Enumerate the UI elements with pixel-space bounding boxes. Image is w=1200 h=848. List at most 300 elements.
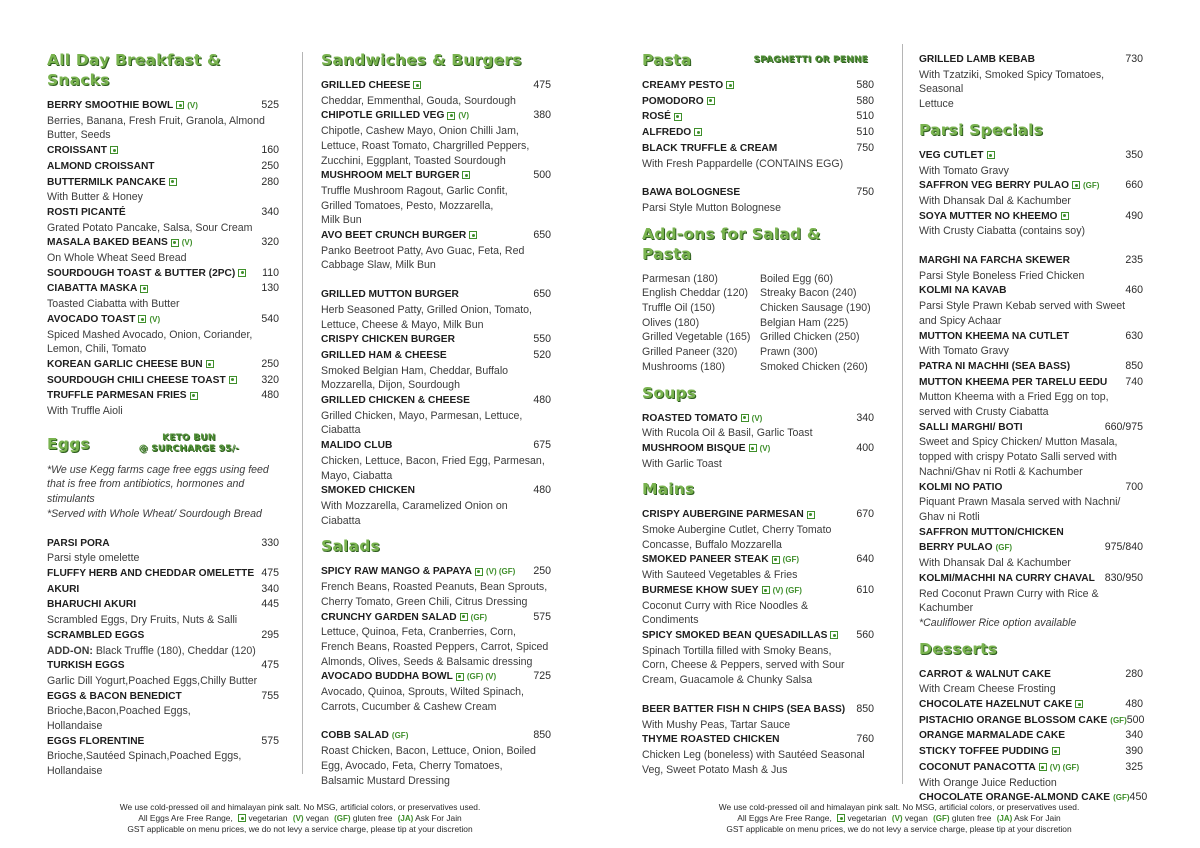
- menu-item-name-wrap: [919, 744, 1060, 760]
- menu-item: [47, 235, 279, 251]
- addon-item: Boiled Egg (60): [760, 272, 834, 285]
- menu-item: [321, 728, 551, 744]
- veg-icon: [238, 269, 246, 277]
- menu-item: [321, 228, 551, 244]
- footer-line-1: We use cold-pressed oil and himalayan pink salt. No MSG, artificial colors, or preservatives used.: [718, 802, 1080, 812]
- menu-item-description: Condiments: [642, 614, 699, 627]
- menu-item-price: 850: [1125, 359, 1143, 372]
- menu-item-price: 660/975: [1104, 420, 1143, 433]
- footer-veg-text: vegetarian: [248, 812, 288, 823]
- menu-item-name-wrap: [47, 566, 254, 582]
- menu-item: [47, 658, 279, 674]
- menu-item-name: SMOKED PANEER STEAK: [642, 554, 769, 566]
- menu-item-description: With Crusty Ciabatta (contains soy): [919, 225, 1086, 238]
- menu-item: [919, 667, 1143, 683]
- menu-item-description: Spinach Tortilla filled with Smoky Beans,: [642, 644, 832, 657]
- menu-item-name-wrap: [47, 536, 110, 552]
- menu-item-price: 510: [856, 126, 874, 139]
- menu-item-description: Cherry Tomato, Green Chili, Citrus Dressing: [321, 595, 528, 608]
- menu-item-description: Toasted Ciabatta with Butter: [47, 298, 180, 311]
- spacer: [919, 239, 1143, 253]
- menu-item-description: Lettuce, Quinoa, Feta, Cranberries, Corn,: [321, 626, 516, 639]
- menu-item-name: BERRY PULAO: [919, 542, 993, 554]
- menu-item-name: MARGHI NA FARCHA SKEWER: [919, 255, 1070, 267]
- footer-line-3: GST applicable on menu prices, we do not levy a service charge, please tip at your discretion: [127, 824, 473, 834]
- menu-item-name: PATRA NI MACHHI (SEA BASS): [919, 360, 1071, 372]
- menu-item-name-wrap: [47, 281, 148, 297]
- menu-item-name: AVO BEET CRUNCH BURGER: [321, 230, 467, 242]
- keto-note: [139, 433, 239, 455]
- menu-item-description: Piquant Prawn Masala served with Nachni/: [919, 496, 1121, 509]
- section-header-sandwiches: [321, 50, 551, 70]
- footer-v-tag: (V): [891, 813, 903, 823]
- menu-item-name: MUTTON KHEEMA PER TARELU EEDU: [919, 376, 1108, 388]
- menu-item-price: 540: [261, 312, 279, 325]
- menu-item-name-wrap: [321, 393, 470, 409]
- menu-item-description: With Mushy Peas, Tartar Sauce: [642, 718, 791, 731]
- menu-item-description: Chicken Leg (boneless) with Sautéed Seasonal: [642, 748, 865, 761]
- menu-item-name: TRUFFLE PARMESAN FRIES: [47, 390, 187, 402]
- menu-item: [919, 525, 1143, 541]
- menu-item-name: POMODORO: [642, 95, 704, 107]
- menu-item: [321, 108, 551, 124]
- menu-item: [642, 141, 874, 157]
- menu-item: [919, 52, 1143, 68]
- spacer: [47, 522, 279, 536]
- menu-item: [642, 94, 874, 110]
- menu-item-description: With Sauteed Vegetables & Fries: [642, 569, 798, 582]
- veg-icon: [138, 315, 146, 323]
- diet-tag: (V): [759, 443, 771, 453]
- menu-item-name: BEER BATTER FISH N CHIPS (SEA BASS): [642, 703, 846, 715]
- menu-item-name-wrap: [642, 94, 715, 110]
- column-3: [642, 50, 874, 777]
- menu-item-name: CHOCOLATE ORANGE-ALMOND CAKE: [919, 792, 1111, 804]
- column-1: [47, 50, 279, 779]
- addon-item: Truffle Oil (150): [642, 302, 716, 315]
- veg-icon: [462, 171, 470, 179]
- menu-item-name-wrap: [47, 143, 118, 159]
- footer-eggs-text: All Eggs Are Free Range,: [138, 812, 233, 823]
- menu-item: [47, 312, 279, 328]
- menu-item-price: 340: [261, 205, 279, 218]
- menu-item-name: MUSHROOM BISQUE: [642, 442, 746, 454]
- menu-item-description: Parsi Style Mutton Bolognese: [642, 201, 781, 214]
- section-header-desserts: [919, 639, 1143, 659]
- menu-item-description: Concasse, Buffalo Mozzarella: [642, 538, 782, 551]
- menu-item-price: 575: [261, 734, 279, 747]
- menu-item: [321, 483, 551, 499]
- menu-item-price: 480: [533, 394, 551, 407]
- menu-item-price: 500: [1126, 713, 1145, 726]
- menu-item-name: SPICY RAW MANGO & PAPAYA: [321, 566, 472, 578]
- menu-item-name-wrap: [919, 209, 1069, 225]
- menu-item-description: Mayo, Ciabatta: [321, 469, 393, 482]
- menu-item-description: Ghav ni Rotli: [919, 510, 980, 523]
- egg-note: *Served with Whole Wheat/ Sourdough Bread: [47, 507, 262, 520]
- section-title: Soups: [642, 383, 697, 402]
- menu-item-name-wrap: [919, 420, 1023, 436]
- menu-item-description: With Tzatziki, Smoked Spicy Tomatoes, Seasonal: [919, 68, 1105, 96]
- diet-tag: (V): [187, 101, 198, 110]
- menu-item-description: Milk Bun: [321, 214, 362, 227]
- menu-item-price: 610: [856, 583, 874, 596]
- menu-item-name-wrap: [47, 312, 160, 328]
- menu-item-description: Smoked Belgian Ham, Cheddar, Buffalo: [321, 364, 509, 377]
- egg-note: stimulants: [47, 493, 95, 506]
- section-title: Mains: [642, 480, 695, 499]
- footer-gf-text: gluten free: [951, 812, 992, 823]
- footer-line-2: [704, 813, 1094, 825]
- menu-item-description: With Tomato Gravy: [919, 164, 1009, 177]
- diet-tag: (V) (GF): [1049, 762, 1080, 772]
- menu-item-price: 325: [1125, 760, 1143, 773]
- menu-item-name-wrap: [919, 283, 1007, 299]
- menu-item-name-wrap: [642, 583, 802, 599]
- menu-item-name: KOLMI/MACHHI NA CURRY CHAVAL: [919, 572, 1095, 584]
- addon-item: Grilled Paneer (320): [642, 346, 738, 359]
- menu-item-description: Grated Potato Pancake, Salsa, Sour Cream: [47, 221, 253, 234]
- menu-item-description: Hollandaise: [47, 765, 103, 778]
- menu-item-name: GRILLED CHICKEN & CHEESE: [321, 395, 470, 407]
- addon-item: Mushrooms (180): [642, 360, 726, 373]
- menu-item-name-wrap: [321, 669, 496, 685]
- diet-tag: (GF): [1113, 793, 1130, 803]
- veg-icon: [707, 97, 715, 105]
- addon-text: Black Truffle (180), Cheddar (120): [92, 644, 256, 657]
- veg-icon: [830, 631, 838, 639]
- menu-item-description: Panko Beetroot Patty, Avo Guac, Feta, Red: [321, 244, 525, 257]
- menu-item-name-wrap: [321, 483, 415, 499]
- menu-item-price: 450: [1129, 791, 1148, 804]
- menu-item-name: TURKISH EGGS: [47, 660, 125, 672]
- menu-item: [321, 168, 551, 184]
- menu-item-name: SMOKED CHICKEN: [321, 485, 415, 497]
- menu-item-name: CARROT & WALNUT CAKE: [919, 668, 1051, 680]
- menu-item-description: topped with crispy Potato Salli served with: [919, 451, 1117, 464]
- spacer: [642, 375, 874, 383]
- menu-item-name-wrap: [642, 628, 838, 644]
- menu-item-name: CRISPY AUBERGINE PARMESAN: [642, 509, 804, 521]
- menu-item-name: ROSÉ: [642, 111, 671, 123]
- menu-item-description: Cabbage Slaw, Milk Bun: [321, 259, 436, 272]
- menu-item-name: ORANGE MARMALADE CAKE: [919, 730, 1066, 742]
- menu-item-name: FLUFFY HERB AND CHEDDAR OMELETTE: [47, 567, 255, 579]
- menu-item-description: With Cream Cheese Frosting: [919, 683, 1056, 696]
- menu-item: [47, 357, 279, 373]
- menu-item-name: CRUNCHY GARDEN SALAD: [321, 611, 457, 623]
- menu-item-name: ALFREDO: [642, 127, 692, 139]
- menu-item-price: 490: [1125, 209, 1143, 222]
- menu-item: [47, 628, 279, 644]
- menu-item-name: BHARUCHI AKURI: [47, 599, 137, 611]
- menu-item-name-wrap: [47, 205, 126, 221]
- footer-line-2: [105, 813, 495, 825]
- veg-icon: [475, 568, 483, 576]
- menu-item-description: Spiced Mashed Avocado, Onion, Coriander,: [47, 328, 253, 341]
- menu-item-price: 475: [533, 79, 551, 91]
- keto-line: KETO BUN: [162, 432, 216, 443]
- menu-item: [919, 178, 1143, 194]
- menu-item-description: Hollandaise: [47, 720, 103, 733]
- menu-item-price: 580: [856, 94, 874, 107]
- footer-gf-tag: (GF): [933, 813, 950, 823]
- menu-item-price: 560: [856, 628, 874, 641]
- menu-item-name-wrap: [47, 628, 144, 644]
- menu-item-name-wrap: [642, 78, 734, 94]
- menu-item-name: BURMESE KHOW SUEY: [642, 584, 759, 596]
- menu-item: [642, 78, 874, 94]
- menu-item-name: MUTTON KHEEMA NA CUTLET: [919, 330, 1070, 342]
- menu-item-price: 350: [1125, 148, 1143, 161]
- spacer: [919, 112, 1143, 120]
- menu-item-price: 755: [261, 689, 279, 702]
- footer-vegan-text: vegan: [305, 812, 329, 823]
- spacer: [321, 70, 551, 78]
- menu-item-name-wrap: [321, 348, 447, 364]
- menu-item-price: 670: [856, 508, 874, 521]
- menu-item-price: 160: [261, 144, 279, 157]
- veg-icon: [140, 285, 148, 293]
- menu-item-name-wrap: [321, 332, 455, 348]
- section-title: Parsi Specials: [919, 120, 1044, 139]
- menu-item-description: Chipotle, Cashew Mayo, Onion Chilli Jam,: [321, 125, 519, 138]
- menu-item-price: 400: [856, 441, 874, 454]
- menu-item-price: 320: [261, 373, 279, 386]
- section-title: Sandwiches & Burgers: [321, 51, 522, 69]
- menu-item-description: Roast Chicken, Bacon, Lettuce, Onion, Boiled: [321, 745, 536, 758]
- menu-item-name: AVOCADO BUDDHA BOWL: [321, 671, 453, 683]
- menu-item-price: 130: [261, 282, 279, 295]
- menu-item-description: Red Coconut Prawn Curry with Rice &: [919, 587, 1099, 600]
- menu-item: [919, 253, 1143, 269]
- menu-item: [47, 98, 279, 114]
- menu-item-description: With Orange Juice Reduction: [919, 776, 1057, 789]
- spacer: [642, 499, 874, 507]
- section-header-addons: [642, 224, 874, 264]
- menu-item-name-wrap: [47, 235, 192, 251]
- menu-item-name: THYME ROASTED CHICKEN: [642, 734, 780, 746]
- spacer: [919, 140, 1143, 148]
- menu-item-name-wrap: [47, 388, 198, 404]
- menu-item-price: 295: [261, 628, 279, 641]
- menu-item-name-wrap: [919, 253, 1070, 269]
- menu-item-price: 445: [261, 598, 279, 611]
- footer-ja-tag: (JA): [996, 813, 1013, 823]
- menu-item-name: ROASTED TOMATO: [642, 412, 738, 424]
- veg-icon: [413, 81, 421, 89]
- menu-item-name: GRILLED HAM & CHEESE: [321, 349, 447, 361]
- menu-item-price: 480: [533, 484, 551, 497]
- diet-tag: (GF): [391, 731, 409, 741]
- menu-item-description: French Beans, Roasted Peppers, Carrot, Spiced: [321, 640, 549, 653]
- menu-item-description: With Dhansak Dal & Kachumber: [919, 194, 1071, 207]
- menu-item-name-wrap: [919, 329, 1069, 345]
- veg-icon: [447, 112, 455, 120]
- veg-icon: [1075, 700, 1083, 708]
- menu-item-name: CREAMY PESTO: [642, 80, 724, 91]
- addon-label: ADD-ON:: [47, 644, 93, 657]
- menu-item-description: With Mozzarella, Caramelized Onion on: [321, 499, 508, 512]
- menu-item: [321, 438, 551, 454]
- menu-item-name: KOLMI NA KAVAB: [919, 285, 1007, 297]
- footer-veg-text: vegetarian: [847, 812, 887, 823]
- menu-item-name-wrap: [642, 441, 770, 457]
- menu-item-description: Lettuce: [919, 98, 954, 111]
- menu-item-name: ALMOND CROISSANT: [47, 160, 155, 172]
- menu-item-name-wrap: [321, 438, 392, 454]
- menu-item: [642, 507, 874, 523]
- menu-item-name: PISTACHIO ORANGE BLOSSOM CAKE: [919, 714, 1108, 726]
- menu-item-name-wrap: [47, 159, 155, 175]
- menu-item-description: Herb Seasoned Patty, Grilled Onion, Tomato,: [321, 303, 533, 316]
- menu-item-name: SOURDOUGH TOAST & BUTTER (2PC): [47, 267, 236, 279]
- menu-item-price: 630: [1125, 329, 1143, 342]
- menu-item-name-wrap: [47, 175, 177, 191]
- menu-item-name: CROISSANT: [47, 145, 107, 157]
- menu-item-name-wrap: [642, 702, 845, 718]
- menu-item: [47, 582, 279, 598]
- menu-item-price: 475: [261, 659, 279, 672]
- menu-item-name: KOREAN GARLIC CHEESE BUN: [47, 358, 203, 370]
- menu-item-description: Balsamic Mustard Dressing: [321, 774, 450, 787]
- menu-item-description: Corn, Cheese & Peppers, served with Sour: [642, 659, 845, 672]
- menu-item-description: Carrots, Cucumber & Cashew Cream: [321, 700, 497, 713]
- footer-line-3: GST applicable on menu prices, we do not levy a service charge, please tip at your discretion: [726, 824, 1072, 834]
- section-header-eggs: [47, 433, 279, 455]
- menu-item: [642, 441, 874, 457]
- diet-tag: (V): [751, 413, 763, 423]
- menu-item-price: 750: [856, 186, 874, 199]
- menu-item: [47, 734, 279, 750]
- menu-item-price: 380: [533, 109, 551, 122]
- menu-item-description: Parsi Style Prawn Kebab served with Sweet: [919, 300, 1126, 313]
- menu-item-name-wrap: [321, 564, 515, 580]
- spacer: [642, 471, 874, 479]
- menu-item-description: Garlic Dill Yogurt,Poached Eggs,Chilly Butter: [47, 674, 258, 687]
- menu-item-price: 250: [261, 357, 279, 370]
- section-header-salads: [321, 536, 551, 556]
- menu-item-name: CHIPOTLE GRILLED VEG: [321, 110, 445, 122]
- menu-item: [919, 744, 1143, 760]
- cauliflower-note: *Cauliflower Rice option available: [919, 616, 1077, 629]
- veg-icon: [110, 146, 118, 154]
- menu-item-description: With Garlic Toast: [642, 457, 722, 470]
- menu-item-name: EGGS & BACON BENEDICT: [47, 690, 182, 702]
- menu-item-description: Ciabatta: [321, 514, 361, 527]
- menu-item-description: Chicken, Lettuce, Bacon, Fried Egg, Parmesan,: [321, 454, 545, 467]
- menu-item-name-wrap: [47, 689, 182, 705]
- addon-item: Belgian Ham (225): [760, 316, 849, 329]
- menu-item-name-wrap: [919, 148, 995, 164]
- veg-icon: [762, 586, 770, 594]
- spacer: [321, 273, 551, 287]
- diet-tag: (V): [181, 238, 193, 248]
- menu-item-description: Sweet and Spicy Chicken/ Mutton Masala,: [919, 436, 1118, 449]
- spacer: [47, 90, 279, 98]
- menu-item-name-wrap: [919, 571, 1095, 587]
- footer-eggs-text: All Eggs Are Free Range,: [737, 812, 832, 823]
- veg-icon: [176, 101, 184, 109]
- menu-item-name-wrap: [642, 411, 762, 427]
- veg-icon: [469, 231, 477, 239]
- addon-line: [47, 644, 279, 659]
- menu-item-name: GRILLED CHEESE: [321, 80, 411, 91]
- footer-gf-tag: (GF): [334, 813, 351, 823]
- menu-item: [47, 205, 279, 221]
- addon-item: Streaky Bacon (240): [760, 287, 857, 300]
- keto-line: @ SURCHARGE 95/-: [138, 443, 239, 454]
- menu-item-description: On Whole Wheat Seed Bread: [47, 252, 187, 265]
- menu-item-price: 580: [856, 79, 874, 91]
- menu-item: [321, 564, 551, 580]
- menu-item-name: CRISPY CHICKEN BURGER: [321, 334, 455, 346]
- menu-item-description: Zucchini, Eggplant, Toasted Sourdough: [321, 154, 506, 167]
- menu-item-price: 675: [533, 439, 551, 452]
- menu-item: [919, 209, 1143, 225]
- footer-gf-text: gluten free: [352, 812, 393, 823]
- diet-tag: (GF) (V): [466, 672, 497, 682]
- menu-item-name: SCRAMBLED EGGS: [47, 629, 145, 641]
- spacer: [642, 171, 874, 185]
- menu-item-description: Avocado, Quinoa, Sprouts, Wilted Spinach,: [321, 686, 524, 699]
- spacer: [919, 631, 1143, 639]
- menu-item: [642, 185, 874, 201]
- menu-item-price: 850: [533, 729, 551, 742]
- menu-item-name-wrap: [47, 357, 214, 373]
- menu-item-name-wrap: [321, 610, 487, 626]
- menu-item-description: With Butter & Honey: [47, 191, 143, 204]
- menu-item-description: Brioche,Sautéed Spinach,Poached Eggs,: [47, 750, 242, 763]
- veg-icon: [807, 511, 815, 519]
- addon-item: Prawn (300): [760, 346, 818, 359]
- diet-tag: (GF): [1083, 181, 1100, 191]
- menu-item-price: 525: [261, 99, 279, 111]
- menu-item-description: Grilled Chicken, Mayo, Parmesan, Lettuce,: [321, 409, 523, 422]
- menu-item: [47, 159, 279, 175]
- footer-jain-text: Ask For Jain: [1014, 812, 1061, 823]
- egg-note: that is free from antibiotics, hormones and: [47, 478, 245, 491]
- menu-item-name: SAFFRON VEG BERRY PULAO: [919, 180, 1069, 192]
- menu-item: [642, 732, 874, 748]
- menu-item-name: GRILLED MUTTON BURGER: [321, 289, 459, 301]
- veg-icon: [190, 392, 198, 400]
- menu-item: [47, 281, 279, 297]
- addon-item: Grilled Vegetable (165): [642, 331, 751, 344]
- menu-item-name-wrap: [321, 168, 470, 184]
- menu-item-description: Cream, Guacamole & Chunky Salsa: [642, 674, 813, 687]
- veg-icon: [1039, 763, 1047, 771]
- menu-item: [642, 628, 874, 644]
- menu-item-name: SOYA MUTTER NO KHEEMO: [919, 210, 1058, 222]
- spacer: [642, 70, 874, 78]
- menu-item-name-wrap: [642, 185, 740, 201]
- menu-item-name: VEG CUTLET: [919, 149, 984, 161]
- menu-item: [642, 125, 874, 141]
- menu-item-description: With Fresh Pappardelle (CONTAINS EGG): [642, 157, 844, 170]
- footer-left: [105, 802, 495, 835]
- menu-item-price: 650: [533, 229, 551, 242]
- menu-item-name-wrap: [642, 552, 799, 568]
- veg-icon: [741, 414, 749, 422]
- menu-item-description: Kachumber: [919, 602, 974, 615]
- menu-item-name: KOLMI NO PATIO: [919, 481, 1003, 493]
- veg-icon: [171, 239, 179, 247]
- addon-item: Parmesan (180): [642, 272, 718, 285]
- menu-item-price: 340: [856, 411, 874, 424]
- spacer: [321, 556, 551, 564]
- addon-item: Chicken Sausage (190): [760, 302, 871, 315]
